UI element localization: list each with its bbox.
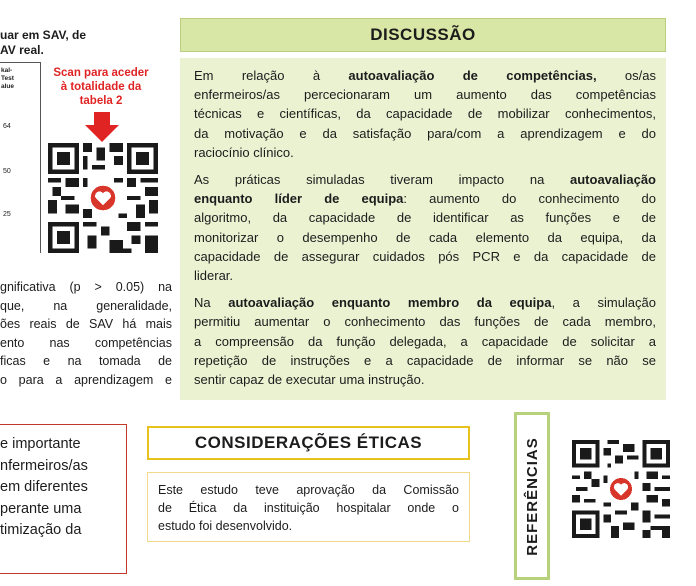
qr-code-table[interactable] [48, 143, 158, 253]
discussion-paragraph-2: As práticas simuladas tiveram impacto na autoavaliação enquanto líder de equipa: aumento do conhecimento do algoritmo, da capacidade de identificar as funções e de monitorizar o desempenho de cada elemento da equipa, da capacidade de assegurar cuidados pós PCR e da capacidade de liderar. [194, 172, 656, 284]
discussion-body [180, 58, 666, 400]
table-cell: 64 [3, 123, 11, 130]
left-section-heading: uar em SAV, de AV real. [0, 28, 87, 57]
discussion-paragraph-3: Na autoavaliação enquanto membro da equipa, a simulação permitiu aumentar o conhecimento das funções de cada membro, a compreensão da função delegada, a capacidade de solicitar a repetição de instruções e a capacidade de informar se não se sentir capaz de executar uma instrução. [194, 295, 656, 388]
left-results-paragraph: gnificativa (p > 0.05) na que, na generalidade, ões reais de SAV há mais ento nas competências ficas e na tomada de o para a aprendizagem e [0, 280, 172, 387]
qr-code-references[interactable] [572, 440, 670, 538]
discussion-title: DISCUSSÃO [180, 18, 666, 52]
ethics-body: Este estudo teve aprovação da Comissão de Ética da instituição hospitalar onde o estudo foi desenvolvido. [147, 472, 470, 542]
scan-instruction: Scan para aceder à totalidade da tabela 2 [53, 67, 149, 107]
ethics-title: CONSIDERAÇÕES ÉTICAS [147, 426, 470, 460]
table-cell: 50 [3, 168, 11, 175]
results-table-fragment [0, 62, 41, 253]
discussion-paragraph-1: Em relação à autoavaliação de competências, os/as enfermeiros/as percecionaram um aumento das competências técnicas e científicas, da capacidade de mobilizar conhecimentos, da motivação e da satisfação para/com a aprendizagem e do raciocínio clínico. [194, 68, 656, 160]
conclusion-text: e importante nfermeiros/as em diferentes perante uma timização da [0, 436, 88, 538]
table-column-header: kal- Test alue [1, 67, 15, 90]
references-label: REFERÊNCIAS [523, 436, 541, 556]
table-cell: 25 [3, 211, 11, 218]
arrow-down-icon [84, 112, 120, 142]
